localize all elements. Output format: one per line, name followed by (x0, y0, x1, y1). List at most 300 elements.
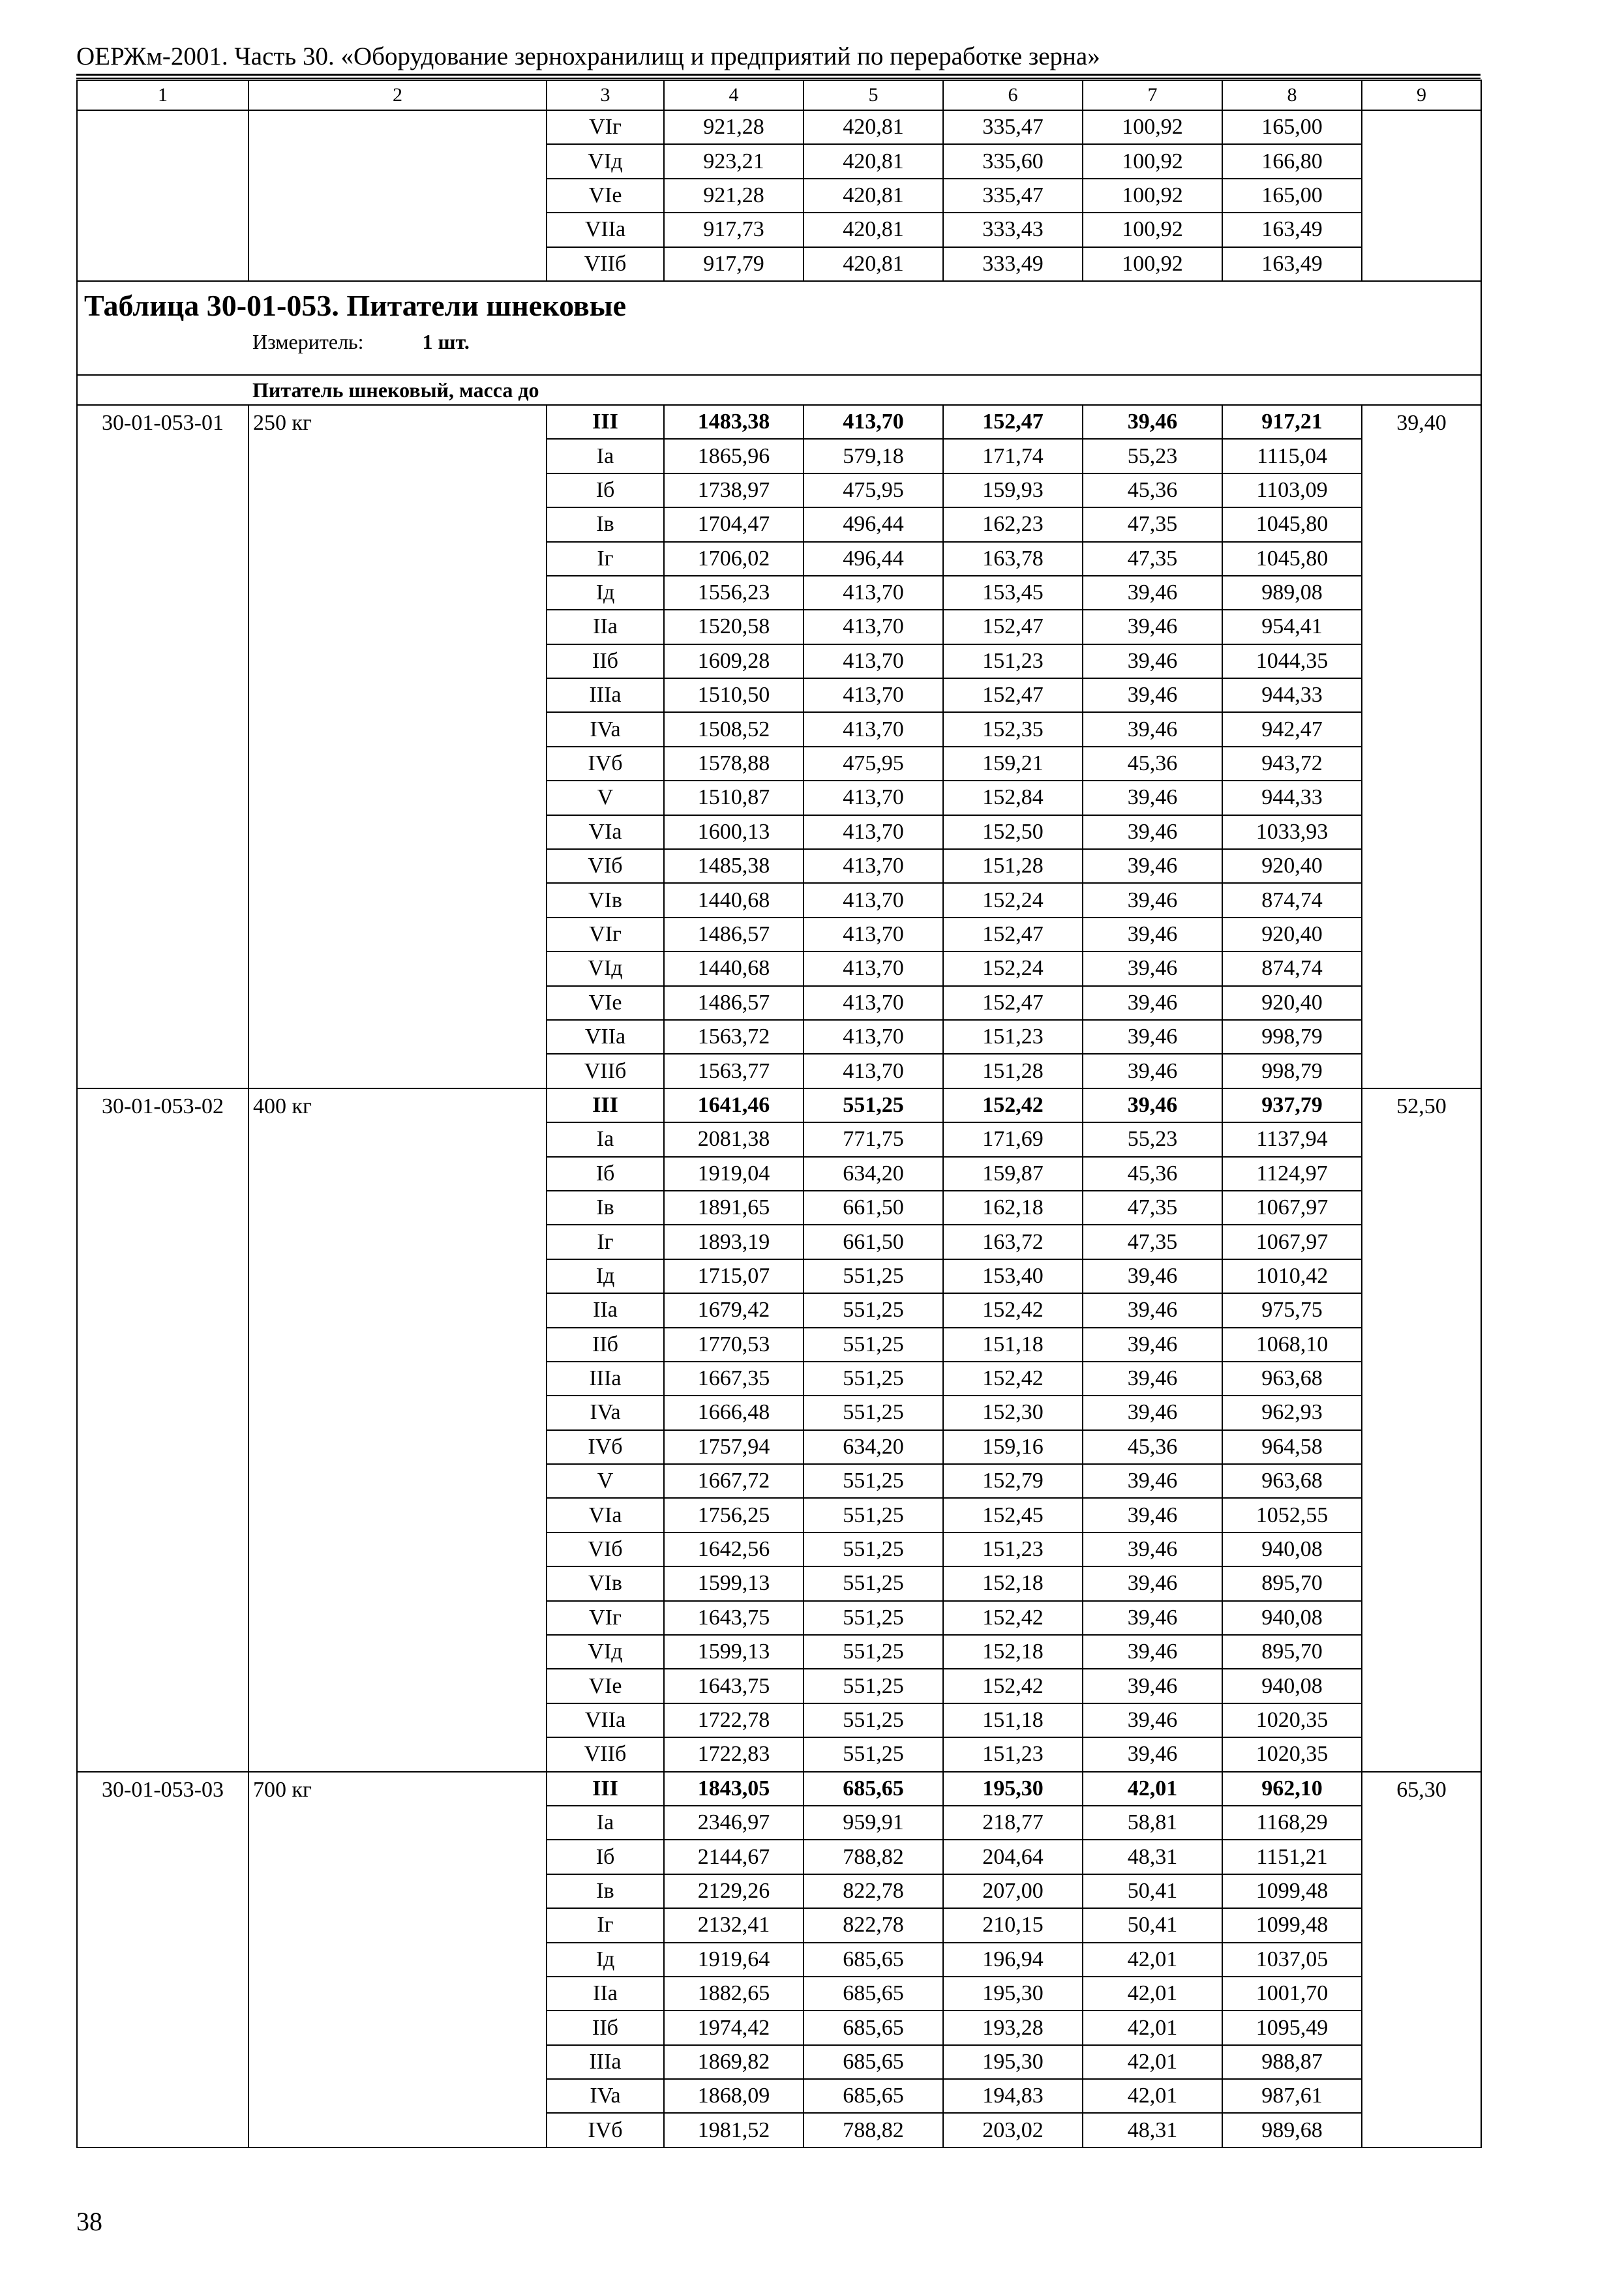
value-cell: 413,70 (804, 951, 943, 985)
value-cell: 420,81 (804, 247, 943, 281)
value-cell: 42,01 (1083, 1772, 1222, 1806)
value-cell: 2132,41 (664, 1908, 804, 1942)
zone-cell: VIe (547, 179, 664, 213)
value-cell: 163,49 (1222, 213, 1362, 247)
value-cell: 42,01 (1083, 2011, 1222, 2044)
value-cell: 1865,96 (664, 439, 804, 473)
value-cell: 39,46 (1083, 1328, 1222, 1362)
column-number: 7 (1083, 80, 1222, 110)
value-cell: 152,42 (943, 1362, 1083, 1396)
value-cell: 920,40 (1222, 849, 1362, 883)
value-cell: 39,46 (1083, 1635, 1222, 1669)
zone-cell: Iг (547, 542, 664, 576)
value-cell: 963,68 (1222, 1362, 1362, 1396)
value-cell: 210,15 (943, 1908, 1083, 1942)
zone-cell: VIIб (547, 247, 664, 281)
value-cell: 954,41 (1222, 610, 1362, 644)
value-cell: 1440,68 (664, 883, 804, 917)
value-cell: 944,33 (1222, 781, 1362, 815)
value-cell: 685,65 (804, 2079, 943, 2113)
value-cell: 171,74 (943, 439, 1083, 473)
value-cell: 152,42 (943, 1293, 1083, 1327)
zone-cell: IIб (547, 644, 664, 678)
rate-code: 30-01-053-01 (77, 405, 248, 1088)
value-cell: 42,01 (1083, 2079, 1222, 2113)
value-cell: 1510,87 (664, 781, 804, 815)
value-cell: 39,46 (1083, 678, 1222, 712)
value-cell: 551,25 (804, 1669, 943, 1703)
zone-cell: VIб (547, 849, 664, 883)
value-cell: 207,00 (943, 1874, 1083, 1908)
value-cell: 159,16 (943, 1430, 1083, 1464)
value-cell: 42,01 (1083, 2045, 1222, 2079)
value-cell: 1099,48 (1222, 1908, 1362, 1942)
zone-cell: Iг (547, 1908, 664, 1942)
value-cell: 151,23 (943, 644, 1083, 678)
value-cell: 634,20 (804, 1430, 943, 1464)
value-cell: 413,70 (804, 610, 943, 644)
value-cell: 152,47 (943, 678, 1083, 712)
value-cell: 1151,21 (1222, 1840, 1362, 1874)
value-cell: 163,49 (1222, 247, 1362, 281)
value-cell: 159,21 (943, 747, 1083, 781)
value-cell: 153,40 (943, 1259, 1083, 1293)
value-cell: 55,23 (1083, 439, 1222, 473)
value-cell: 551,25 (804, 1601, 943, 1635)
zone-cell: VIв (547, 1566, 664, 1600)
value-cell: 163,78 (943, 542, 1083, 576)
value-cell: 962,10 (1222, 1772, 1362, 1806)
value-cell: 151,28 (943, 849, 1083, 883)
value-cell: 1891,65 (664, 1191, 804, 1225)
value-cell: 152,50 (943, 815, 1083, 849)
value-cell: 1578,88 (664, 747, 804, 781)
value-cell: 1599,13 (664, 1566, 804, 1600)
value-cell: 153,45 (943, 576, 1083, 610)
value-cell: 920,40 (1222, 986, 1362, 1020)
zone-cell: VIв (547, 883, 664, 917)
value-cell: 551,25 (804, 1703, 943, 1737)
value-cell: 1001,70 (1222, 1977, 1362, 2011)
value-cell: 1643,75 (664, 1601, 804, 1635)
zone-cell: VIIa (547, 1703, 664, 1737)
rate-name: 400 кг (248, 1088, 547, 1772)
value-cell: 47,35 (1083, 1191, 1222, 1225)
zone-cell: IIIa (547, 2045, 664, 2079)
value-cell: 987,61 (1222, 2079, 1362, 2113)
value-cell: 685,65 (804, 2045, 943, 2079)
value-cell: 39,46 (1083, 1533, 1222, 1566)
value-cell: 1679,42 (664, 1293, 804, 1327)
value-cell: 1510,50 (664, 678, 804, 712)
zone-cell: Iв (547, 1191, 664, 1225)
table-row (77, 405, 1481, 439)
value-cell: 165,00 (1222, 179, 1362, 213)
value-cell: 962,93 (1222, 1396, 1362, 1429)
rate-name: 700 кг (248, 1772, 547, 2147)
value-cell: 152,35 (943, 712, 1083, 746)
code-cell (77, 110, 248, 281)
value-cell: 788,82 (804, 2113, 943, 2147)
value-cell: 895,70 (1222, 1566, 1362, 1600)
value-cell: 551,25 (804, 1396, 943, 1429)
value-cell: 1520,58 (664, 610, 804, 644)
column-number-row (77, 80, 1481, 110)
zone-cell: Iд (547, 576, 664, 610)
value-cell: 151,18 (943, 1703, 1083, 1737)
value-cell: 1600,13 (664, 815, 804, 849)
value-cell: 413,70 (804, 918, 943, 951)
value-cell: 1919,64 (664, 1943, 804, 1977)
col9-cell (1362, 110, 1481, 281)
section-row (77, 375, 1481, 405)
zone-cell: IVб (547, 1430, 664, 1464)
zone-cell: VIд (547, 144, 664, 178)
measure-value: 1 шт. (422, 329, 470, 353)
value-cell: 496,44 (804, 542, 943, 576)
value-cell: 151,28 (943, 1054, 1083, 1088)
zone-cell: IVa (547, 1396, 664, 1429)
value-cell: 661,50 (804, 1225, 943, 1259)
value-cell: 917,21 (1222, 405, 1362, 439)
value-cell: 39,46 (1083, 1088, 1222, 1122)
column-number: 9 (1362, 80, 1481, 110)
value-cell: 963,68 (1222, 1464, 1362, 1498)
value-cell: 1099,48 (1222, 1874, 1362, 1908)
zone-cell: IVa (547, 2079, 664, 2113)
zone-cell: V (547, 1464, 664, 1498)
value-cell: 551,25 (804, 1635, 943, 1669)
value-cell: 1095,49 (1222, 2011, 1362, 2044)
value-cell: 1770,53 (664, 1328, 804, 1362)
value-cell: 333,43 (943, 213, 1083, 247)
value-cell: 920,40 (1222, 918, 1362, 951)
value-cell: 47,35 (1083, 1225, 1222, 1259)
value-cell: 921,28 (664, 110, 804, 144)
value-cell: 1666,48 (664, 1396, 804, 1429)
value-cell: 1756,25 (664, 1498, 804, 1532)
zone-cell: Iв (547, 1874, 664, 1908)
value-cell: 940,08 (1222, 1533, 1362, 1566)
value-cell: 152,45 (943, 1498, 1083, 1532)
value-cell: 50,41 (1083, 1874, 1222, 1908)
value-cell: 335,47 (943, 179, 1083, 213)
value-cell: 39,46 (1083, 1566, 1222, 1600)
value-cell: 152,47 (943, 986, 1083, 1020)
value-cell: 420,81 (804, 213, 943, 247)
value-cell: 39,46 (1083, 951, 1222, 985)
value-cell: 203,02 (943, 2113, 1083, 2147)
value-cell: 661,50 (804, 1191, 943, 1225)
value-cell: 917,79 (664, 247, 804, 281)
value-cell: 152,42 (943, 1088, 1083, 1122)
value-cell: 1706,02 (664, 542, 804, 576)
value-cell: 1068,10 (1222, 1328, 1362, 1362)
page-number: 38 (76, 2207, 102, 2236)
column-number: 3 (547, 80, 664, 110)
value-cell: 50,41 (1083, 1908, 1222, 1942)
value-cell: 45,36 (1083, 1430, 1222, 1464)
value-cell: 39,46 (1083, 1601, 1222, 1635)
zone-cell: Ia (547, 1806, 664, 1840)
zone-cell: IIб (547, 2011, 664, 2044)
zone-cell: IIa (547, 1293, 664, 1327)
value-cell: 551,25 (804, 1737, 943, 1771)
value-cell: 39,46 (1083, 1737, 1222, 1771)
value-cell: 2346,97 (664, 1806, 804, 1840)
value-cell: 943,72 (1222, 747, 1362, 781)
zone-cell: VIa (547, 815, 664, 849)
value-cell: 420,81 (804, 110, 943, 144)
value-cell: 685,65 (804, 2011, 943, 2044)
value-cell: 39,46 (1083, 1669, 1222, 1703)
zone-cell: III (547, 405, 664, 439)
value-cell: 1067,97 (1222, 1191, 1362, 1225)
value-cell: 151,18 (943, 1328, 1083, 1362)
value-cell: 1667,72 (664, 1464, 804, 1498)
value-cell: 39,46 (1083, 1362, 1222, 1396)
table-title: Таблица 30-01-053. Питатели шнековые (84, 288, 627, 322)
value-cell: 1609,28 (664, 644, 804, 678)
value-cell: 196,94 (943, 1943, 1083, 1977)
section-heading: Питатель шнековый, масса до (77, 375, 1481, 405)
value-cell: 45,36 (1083, 1157, 1222, 1191)
table-title-cell (77, 281, 1481, 375)
value-cell: 218,77 (943, 1806, 1083, 1840)
value-cell: 1033,93 (1222, 815, 1362, 849)
zone-cell: VIIб (547, 1737, 664, 1771)
value-cell: 551,25 (804, 1566, 943, 1600)
zone-cell: VIг (547, 918, 664, 951)
value-cell: 685,65 (804, 1943, 943, 1977)
zone-cell: VIд (547, 1635, 664, 1669)
zone-cell: IIIa (547, 1362, 664, 1396)
value-cell: 39,46 (1083, 1396, 1222, 1429)
value-cell: 1641,46 (664, 1088, 804, 1122)
value-cell: 166,80 (1222, 144, 1362, 178)
value-cell: 335,60 (943, 144, 1083, 178)
value-cell: 634,20 (804, 1157, 943, 1191)
value-cell: 1919,04 (664, 1157, 804, 1191)
value-cell: 1981,52 (664, 2113, 804, 2147)
value-cell: 39,46 (1083, 986, 1222, 1020)
value-cell: 47,35 (1083, 542, 1222, 576)
value-cell: 413,70 (804, 1020, 943, 1054)
value-cell: 195,30 (943, 1772, 1083, 1806)
header-rule-thin (76, 78, 1481, 79)
value-cell: 551,25 (804, 1362, 943, 1396)
value-cell: 195,30 (943, 2045, 1083, 2079)
measure-label: Измеритель: (252, 329, 364, 353)
value-cell: 874,74 (1222, 883, 1362, 917)
zone-cell: VIг (547, 110, 664, 144)
value-cell: 1563,77 (664, 1054, 804, 1088)
value-cell: 413,70 (804, 815, 943, 849)
value-cell: 413,70 (804, 644, 943, 678)
value-cell: 551,25 (804, 1328, 943, 1362)
document-header: ОЕРЖм-2001. Часть 30. «Оборудование зернохранилищ и предприятий по переработке зерна» (76, 42, 1100, 70)
table-title-row (77, 281, 1481, 375)
value-cell: 940,08 (1222, 1669, 1362, 1703)
rate-name: 250 кг (248, 405, 547, 1088)
value-cell: 937,79 (1222, 1088, 1362, 1122)
zone-cell: Iд (547, 1259, 664, 1293)
value-cell: 193,28 (943, 2011, 1083, 2044)
value-cell: 100,92 (1083, 247, 1222, 281)
value-cell: 55,23 (1083, 1122, 1222, 1156)
value-cell: 195,30 (943, 1977, 1083, 2011)
value-cell: 39,46 (1083, 1464, 1222, 1498)
value-cell: 923,21 (664, 144, 804, 178)
measure-line (84, 331, 1474, 352)
zone-cell: III (547, 1088, 664, 1122)
value-cell: 1642,56 (664, 1533, 804, 1566)
value-cell: 39,46 (1083, 576, 1222, 610)
value-cell: 895,70 (1222, 1635, 1362, 1669)
value-cell: 152,42 (943, 1669, 1083, 1703)
value-cell: 1556,23 (664, 576, 804, 610)
value-cell: 413,70 (804, 986, 943, 1020)
value-cell: 1667,35 (664, 1362, 804, 1396)
value-cell: 1563,72 (664, 1020, 804, 1054)
value-cell: 413,70 (804, 576, 943, 610)
column-number: 8 (1222, 80, 1362, 110)
value-cell: 39,46 (1083, 610, 1222, 644)
value-cell: 1483,38 (664, 405, 804, 439)
value-cell: 39,46 (1083, 1259, 1222, 1293)
value-cell: 100,92 (1083, 110, 1222, 144)
value-cell: 1738,97 (664, 473, 804, 507)
value-cell: 1643,75 (664, 1669, 804, 1703)
value-cell: 45,36 (1083, 473, 1222, 507)
value-cell: 42,01 (1083, 1943, 1222, 1977)
column-number: 4 (664, 80, 804, 110)
value-cell: 413,70 (804, 1054, 943, 1088)
table-row (77, 1772, 1481, 1806)
value-cell: 1843,05 (664, 1772, 804, 1806)
zone-cell: VIe (547, 1669, 664, 1703)
value-cell: 100,92 (1083, 213, 1222, 247)
zone-cell: Ia (547, 1122, 664, 1156)
value-cell: 1485,38 (664, 849, 804, 883)
zone-cell: Iв (547, 507, 664, 541)
zone-cell: Ia (547, 439, 664, 473)
value-cell: 1124,97 (1222, 1157, 1362, 1191)
value-cell: 1757,94 (664, 1430, 804, 1464)
value-cell: 152,42 (943, 1601, 1083, 1635)
value-cell: 1882,65 (664, 1977, 804, 2011)
zone-cell: VIIa (547, 213, 664, 247)
value-cell: 159,93 (943, 473, 1083, 507)
value-cell: 152,79 (943, 1464, 1083, 1498)
value-cell: 413,70 (804, 849, 943, 883)
zone-cell: VIд (547, 951, 664, 985)
value-cell: 551,25 (804, 1464, 943, 1498)
value-cell: 942,47 (1222, 712, 1362, 746)
value-cell: 1115,04 (1222, 439, 1362, 473)
col9-value: 52,50 (1362, 1088, 1481, 1772)
value-cell: 1893,19 (664, 1225, 804, 1259)
value-cell: 788,82 (804, 1840, 943, 1874)
value-cell: 413,70 (804, 781, 943, 815)
value-cell: 1052,55 (1222, 1498, 1362, 1532)
zone-cell: IVб (547, 747, 664, 781)
value-cell: 45,36 (1083, 747, 1222, 781)
value-cell: 685,65 (804, 1977, 943, 2011)
table-row (77, 1088, 1481, 1122)
value-cell: 1020,35 (1222, 1703, 1362, 1737)
value-cell: 959,91 (804, 1806, 943, 1840)
value-cell: 1440,68 (664, 951, 804, 985)
value-cell: 771,75 (804, 1122, 943, 1156)
value-cell: 917,73 (664, 213, 804, 247)
zone-cell: IVa (547, 712, 664, 746)
value-cell: 1103,09 (1222, 473, 1362, 507)
zone-cell: IVб (547, 2113, 664, 2147)
value-cell: 1045,80 (1222, 507, 1362, 541)
value-cell: 475,95 (804, 747, 943, 781)
value-cell: 165,00 (1222, 110, 1362, 144)
value-cell: 151,23 (943, 1533, 1083, 1566)
value-cell: 551,25 (804, 1293, 943, 1327)
value-cell: 496,44 (804, 507, 943, 541)
value-cell: 944,33 (1222, 678, 1362, 712)
zone-cell: VIIб (547, 1054, 664, 1088)
value-cell: 100,92 (1083, 144, 1222, 178)
value-cell: 420,81 (804, 179, 943, 213)
value-cell: 194,83 (943, 2079, 1083, 2113)
col9-value: 39,40 (1362, 405, 1481, 1088)
value-cell: 420,81 (804, 144, 943, 178)
value-cell: 171,69 (943, 1122, 1083, 1156)
value-cell: 1722,78 (664, 1703, 804, 1737)
zone-cell: VIa (547, 1498, 664, 1532)
value-cell: 1045,80 (1222, 542, 1362, 576)
zone-cell: VIIa (547, 1020, 664, 1054)
value-cell: 1722,83 (664, 1737, 804, 1771)
value-cell: 940,08 (1222, 1601, 1362, 1635)
value-cell: 333,49 (943, 247, 1083, 281)
value-cell: 151,23 (943, 1020, 1083, 1054)
value-cell: 39,46 (1083, 815, 1222, 849)
zone-cell: IIб (547, 1328, 664, 1362)
value-cell: 152,47 (943, 918, 1083, 951)
table-row (77, 110, 1481, 144)
value-cell: 551,25 (804, 1498, 943, 1532)
value-cell: 921,28 (664, 179, 804, 213)
value-cell: 162,23 (943, 507, 1083, 541)
value-cell: 1067,97 (1222, 1225, 1362, 1259)
value-cell: 1486,57 (664, 986, 804, 1020)
value-cell: 1037,05 (1222, 1943, 1362, 1977)
value-cell: 551,25 (804, 1259, 943, 1293)
value-cell: 39,46 (1083, 1293, 1222, 1327)
column-number: 5 (804, 80, 943, 110)
value-cell: 39,46 (1083, 781, 1222, 815)
value-cell: 413,70 (804, 883, 943, 917)
value-cell: 162,18 (943, 1191, 1083, 1225)
value-cell: 47,35 (1083, 507, 1222, 541)
rates-table (76, 80, 1482, 2148)
value-cell: 39,46 (1083, 849, 1222, 883)
value-cell: 579,18 (804, 439, 943, 473)
value-cell: 822,78 (804, 1908, 943, 1942)
value-cell: 152,18 (943, 1635, 1083, 1669)
value-cell: 152,30 (943, 1396, 1083, 1429)
rate-code: 30-01-053-03 (77, 1772, 248, 2147)
value-cell: 1715,07 (664, 1259, 804, 1293)
value-cell: 39,46 (1083, 644, 1222, 678)
